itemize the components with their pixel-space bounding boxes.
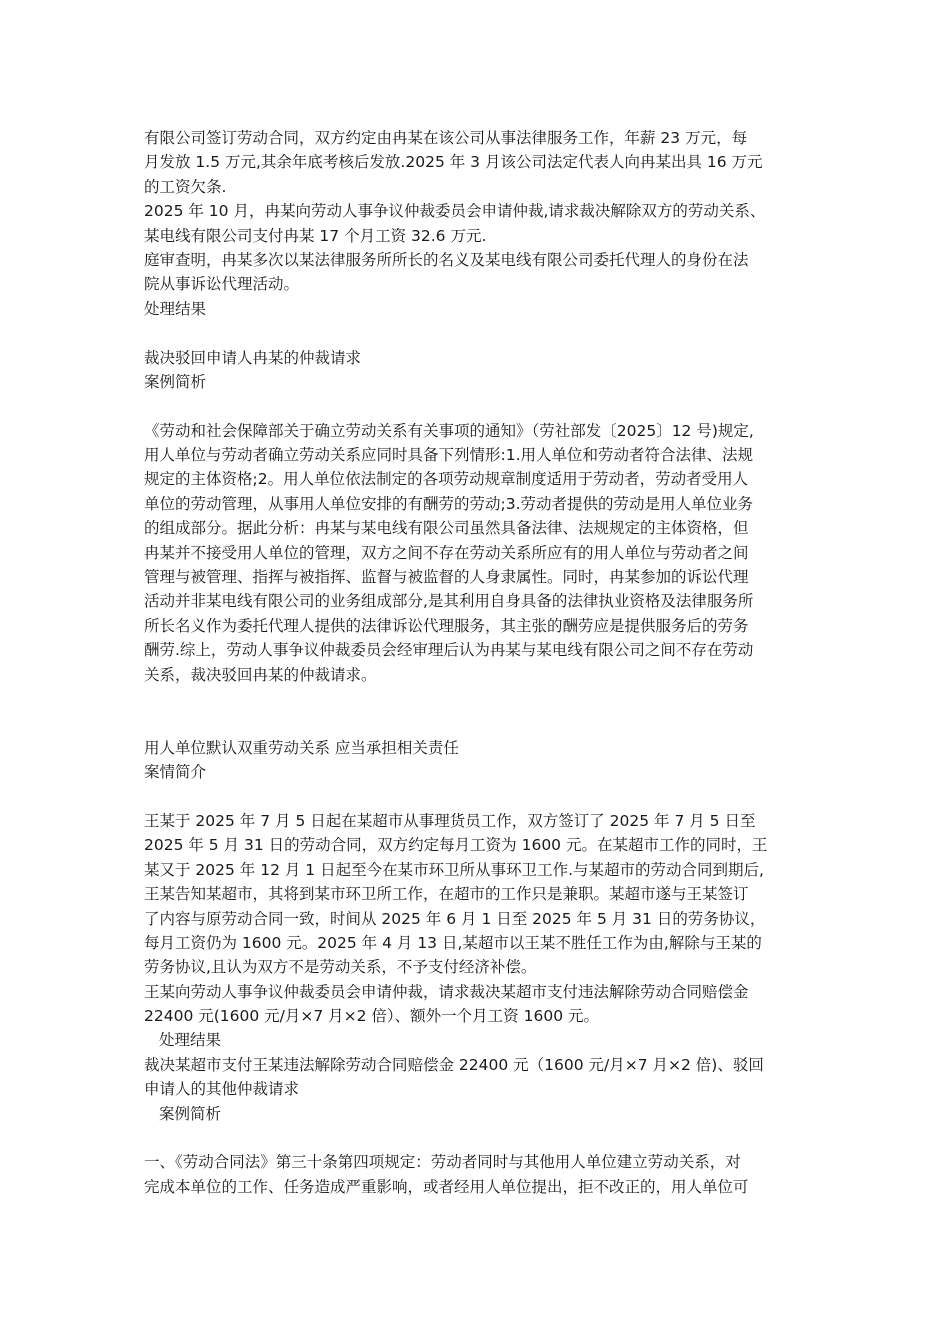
text-line: 某又于 2025 年 12 月 1 日起至今在某市环卫所从事环卫工作.与某超市的劳动合同到期后, xyxy=(144,860,764,879)
document-page xyxy=(144,126,816,1199)
text-line: 关系，裁决驳回冉某的仲裁请求。 xyxy=(144,665,377,684)
result-text: 裁决驳回申请人冉某的仲裁请求 xyxy=(144,348,362,367)
text-line: 2025 年 5 月 31 日的劳动合同，双方约定每月工资为 1600 元。在某超市工作的同时，王 xyxy=(144,836,768,855)
text-line: 所长名义作为委托代理人提供的法律诉讼代理服务，其主张的酬劳应是提供服务后的劳务 xyxy=(144,616,749,635)
text-line: 完成本单位的工作、任务造成严重影响，或者经用人单位提出，拒不改正的，用人单位可 xyxy=(144,1177,749,1196)
text-line: 22400 元(1600 元/月×7 月×2 倍）、额外一个月工资 1600 元。 xyxy=(144,1007,599,1026)
text-line: 院从事诉讼代理活动。 xyxy=(144,275,300,294)
text-line: 用人单位与劳动者确立劳动关系应同时具备下列情形:1.用人单位和劳动者符合法律、法规 xyxy=(144,446,754,465)
case-title: 用人单位默认双重劳动关系 应当承担相关责任 xyxy=(144,738,459,757)
result-heading: 处理结果 xyxy=(159,1031,222,1050)
case2-analysis xyxy=(144,1150,816,1199)
text-line: 规定的主体资格;2。用人单位依法制定的各项劳动规章制度适用于劳动者，劳动者受用人 xyxy=(144,470,749,489)
text-line: 冉某并不接受用人单位的管理，双方之间不存在劳动关系所应有的用人单位与劳动者之间 xyxy=(144,543,749,562)
text-line: 月发放 1.5 万元,其余年底考核后发放.2025 年 3 月该公司法定代表人向冉某出具 16 万元 xyxy=(144,153,763,172)
text-line: 王某于 2025 年 7 月 5 日起在某超市从事理货员工作，双方签订了 2025 年 7 月 5 日至 xyxy=(144,811,756,830)
text-line: 每月工资仍为 1600 元。2025 年 4 月 13 日,某超市以王某不胜任工作为由,解除与王某的 xyxy=(144,933,762,952)
text-line: 申请人的其他仲裁请求 xyxy=(144,1080,300,1099)
text-line: 的工资欠条. xyxy=(144,177,227,196)
spacer xyxy=(144,394,816,418)
spacer xyxy=(144,321,816,345)
text-line: 王某向劳动人事争议仲裁委员会申请仲裁，请求裁决某超市支付违法解除劳动合同赔偿金 xyxy=(144,982,749,1001)
text-line: 了内容与原劳动合同一致，时间从 2025 年 6 月 1 日至 2025 年 5 月 31 日的劳务协议， xyxy=(144,909,766,928)
text-line: 活动并非某电线有限公司的业务组成部分,是其利用自身具备的法律执业资格及法律服务所 xyxy=(144,592,754,611)
result-heading: 处理结果 xyxy=(144,299,207,318)
text-line: 管理与被管理、指挥与被指挥、监督与被监督的人身隶属性。同时，冉某参加的诉讼代理 xyxy=(144,568,749,587)
text-line: 酬劳.综上，劳动人事争议仲裁委员会经审理后认为冉某与某电线有限公司之间不存在劳动 xyxy=(144,641,754,660)
spacer xyxy=(144,1126,816,1150)
text-line: 庭审查明，冉某多次以某法律服务所所长的名义及某电线有限公司委托代理人的身份在法 xyxy=(144,250,749,269)
analysis-heading: 案例简析 xyxy=(144,372,207,391)
text-line: 劳务协议,且认为双方不是劳动关系，不予支付经济补偿。 xyxy=(144,958,537,977)
analysis-heading: 案例简析 xyxy=(159,1104,222,1123)
case1-analysis xyxy=(144,419,816,687)
text-line: 裁决某超市支付王某违法解除劳动合同赔偿金 22400 元（1600 元/月×7 月×2 倍)、驳回 xyxy=(144,1055,764,1074)
text-line: 一、《劳动合同法》第三十条第四项规定：劳动者同时与其他用人单位建立劳动关系，对 xyxy=(144,1153,741,1172)
text-line: 单位的劳动管理，从事用人单位安排的有酬劳的劳动;3.劳动者提供的劳动是用人单位业务 xyxy=(144,494,754,513)
case2-facts xyxy=(144,809,816,1029)
spacer xyxy=(144,687,816,736)
text-line: 2025 年 10 月，冉某向劳动人事争议仲裁委员会申请仲裁,请求裁决解除双方的劳动关系、 xyxy=(144,202,766,221)
text-line: 的组成部分。据此分析：冉某与某电线有限公司虽然具备法律、法规规定的主体资格，但 xyxy=(144,519,749,538)
case1-facts xyxy=(144,126,816,297)
spacer xyxy=(144,785,816,809)
text-line: 某电线有限公司支付冉某 17 个月工资 32.6 万元. xyxy=(144,226,487,245)
text-line: 王某告知某超市，其将到某市环卫所工作，在超市的工作只是兼职。某超市遂与王某签订 xyxy=(144,885,749,904)
text-line: 《劳动和社会保障部关于确立劳动关系有关事项的通知》（劳社部发〔2025〕12 号)规定, xyxy=(144,421,754,440)
text-line: 有限公司签订劳动合同，双方约定由冉某在该公司从事法律服务工作，年薪 23 万元，每 xyxy=(144,129,748,147)
intro-heading: 案情简介 xyxy=(144,763,207,782)
